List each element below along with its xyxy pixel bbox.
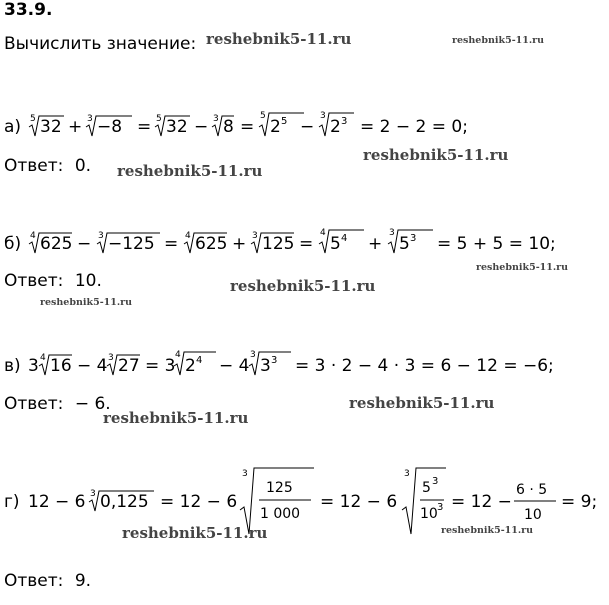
- watermark: reshebnik5-11.ru: [103, 409, 249, 427]
- svg-text:3: 3: [250, 350, 256, 360]
- answer-label: Ответ:: [4, 271, 64, 291]
- answer-value: 9.: [74, 571, 92, 591]
- answer-value: 10.: [74, 271, 102, 291]
- answer-label: Ответ:: [4, 571, 64, 591]
- part-label-v: в): [4, 356, 21, 376]
- svg-text:=: =: [240, 117, 255, 137]
- svg-text:3: 3: [28, 356, 39, 376]
- svg-text:+: +: [232, 234, 247, 254]
- svg-text:3: 3: [404, 469, 410, 479]
- svg-text:−: −: [77, 234, 92, 254]
- expression-a: [4, 108, 524, 142]
- svg-text:125: 125: [262, 234, 295, 254]
- part-label-g: г): [4, 492, 20, 512]
- problem-statement: Вычислить значение:: [4, 34, 197, 54]
- answer-b: [4, 271, 102, 291]
- svg-text:3: 3: [341, 116, 348, 127]
- svg-text:3: 3: [432, 476, 439, 487]
- svg-text:5: 5: [422, 480, 431, 496]
- svg-text:2: 2: [270, 117, 281, 137]
- svg-text:1 000: 1 000: [260, 506, 301, 522]
- answer-label: Ответ:: [4, 156, 64, 176]
- svg-text:= 12 − 6: = 12 − 6: [160, 492, 238, 512]
- svg-text:+: +: [68, 117, 83, 137]
- watermark: reshebnik5-11.ru: [349, 394, 495, 412]
- svg-text:=: =: [137, 117, 152, 137]
- svg-text:6 · 5: 6 · 5: [516, 482, 548, 498]
- svg-text:2: 2: [330, 117, 341, 137]
- svg-text:= 3: = 3: [145, 356, 176, 376]
- svg-text:4: 4: [40, 353, 46, 363]
- svg-text:4: 4: [30, 231, 36, 241]
- svg-text:+: +: [368, 234, 383, 254]
- svg-text:=: =: [164, 234, 179, 254]
- svg-text:= 5 + 5 = 10;: = 5 + 5 = 10;: [437, 234, 556, 254]
- watermark: reshebnik5-11.ru: [452, 35, 545, 46]
- svg-text:3: 3: [252, 231, 258, 241]
- svg-text:4: 4: [341, 233, 348, 244]
- watermark: reshebnik5-11.ru: [122, 524, 268, 542]
- svg-text:4: 4: [175, 350, 181, 360]
- svg-text:3: 3: [87, 114, 93, 124]
- watermark: reshebnik5-11.ru: [117, 162, 263, 180]
- svg-text:27: 27: [118, 356, 140, 376]
- answer-g: [4, 571, 91, 591]
- svg-text:3: 3: [410, 233, 417, 244]
- svg-text:16: 16: [50, 356, 72, 376]
- svg-text:−8: −8: [97, 117, 123, 137]
- answer-label: Ответ:: [4, 394, 64, 414]
- svg-text:5: 5: [281, 116, 288, 127]
- svg-text:3: 3: [389, 228, 395, 238]
- svg-text:= 3 · 2 − 4 · 3 = 6 − 12 = −6;: = 3 · 2 − 4 · 3 = 6 − 12 = −6;: [295, 356, 554, 376]
- watermark: reshebnik5-11.ru: [40, 297, 133, 308]
- svg-text:32: 32: [40, 117, 62, 137]
- svg-text:2: 2: [185, 356, 196, 376]
- svg-text:3: 3: [271, 355, 278, 366]
- part-label-a: а): [4, 117, 22, 137]
- svg-text:4: 4: [196, 355, 203, 366]
- answer-value: 0.: [74, 156, 92, 176]
- expression-v: [4, 347, 604, 381]
- svg-text:10: 10: [420, 506, 438, 522]
- svg-text:5: 5: [260, 111, 266, 121]
- svg-text:− 4: − 4: [219, 356, 250, 376]
- svg-text:= 12 − 6: = 12 − 6: [320, 492, 398, 512]
- problem-number: 33.9.: [4, 0, 53, 20]
- svg-text:3: 3: [242, 469, 248, 479]
- answer-value: − 6.: [74, 394, 111, 414]
- part-label-b: б): [4, 234, 22, 254]
- answer-v: [4, 394, 111, 414]
- svg-text:−125: −125: [108, 234, 155, 254]
- svg-text:= 2 − 2 = 0;: = 2 − 2 = 0;: [360, 117, 468, 137]
- svg-text:3: 3: [213, 114, 219, 124]
- svg-text:=: =: [299, 234, 314, 254]
- svg-text:−: −: [194, 117, 209, 137]
- svg-text:3: 3: [98, 231, 104, 241]
- watermark: reshebnik5-11.ru: [476, 262, 569, 273]
- svg-text:5: 5: [399, 234, 410, 254]
- watermark: reshebnik5-11.ru: [363, 146, 509, 164]
- svg-text:125: 125: [266, 480, 293, 496]
- svg-text:3: 3: [437, 502, 444, 513]
- expression-b: [4, 225, 604, 259]
- svg-text:625: 625: [195, 234, 228, 254]
- svg-text:8: 8: [223, 117, 234, 137]
- answer-a: [4, 156, 91, 176]
- svg-text:10: 10: [524, 507, 542, 523]
- svg-text:3: 3: [90, 489, 96, 499]
- svg-text:4: 4: [185, 231, 191, 241]
- svg-text:5: 5: [156, 114, 162, 124]
- svg-text:= 9;: = 9;: [561, 492, 598, 512]
- watermark: reshebnik5-11.ru: [206, 30, 352, 48]
- watermark: reshebnik5-11.ru: [230, 277, 376, 295]
- svg-text:3: 3: [108, 353, 114, 363]
- svg-text:5: 5: [30, 114, 36, 124]
- svg-text:32: 32: [166, 117, 188, 137]
- svg-text:0,125: 0,125: [100, 492, 149, 512]
- svg-text:625: 625: [40, 234, 73, 254]
- watermark: reshebnik5-11.ru: [441, 525, 534, 536]
- svg-text:−: −: [300, 117, 315, 137]
- svg-text:3: 3: [260, 356, 271, 376]
- svg-text:5: 5: [330, 234, 341, 254]
- svg-text:12 − 6: 12 − 6: [28, 492, 86, 512]
- svg-text:3: 3: [320, 111, 326, 121]
- svg-text:= 12 −: = 12 −: [451, 492, 512, 512]
- svg-text:− 4: − 4: [77, 356, 108, 376]
- svg-text:4: 4: [320, 228, 326, 238]
